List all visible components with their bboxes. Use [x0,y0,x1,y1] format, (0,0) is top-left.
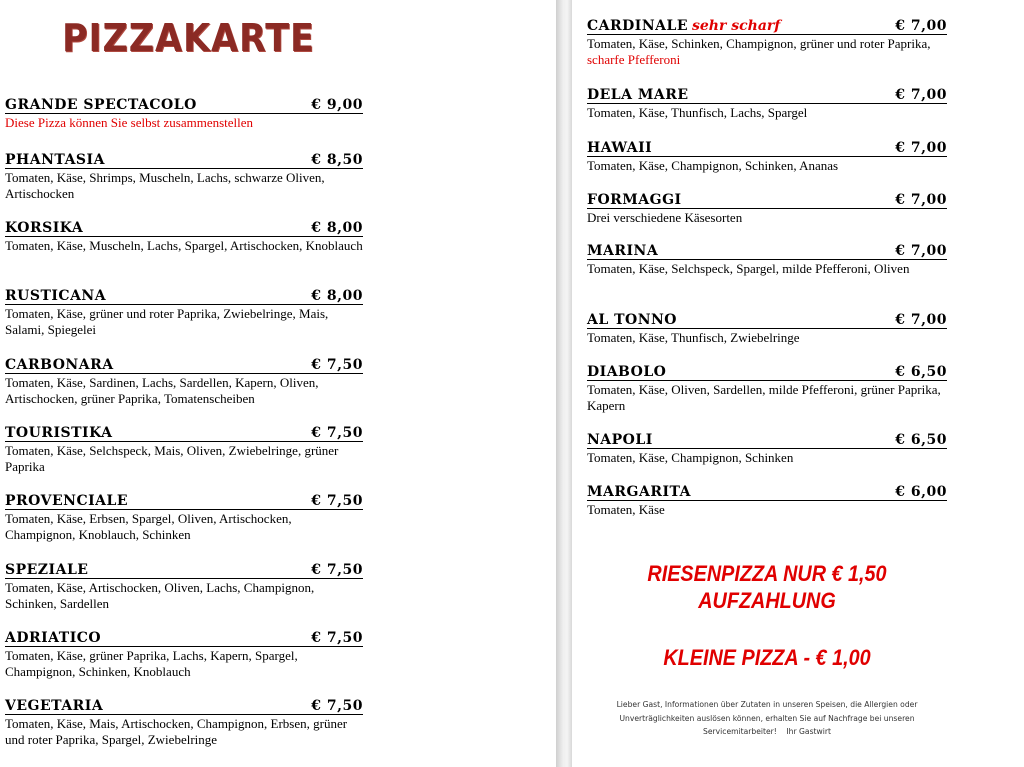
promo-line-1: RIESENPIZZA NUR € 1,50 [647,561,887,586]
menu-item-name: DIABOLO [587,364,667,380]
menu-item [587,18,947,68]
menu-item [5,97,363,131]
menu-item [5,562,363,612]
menu-item-heading [587,192,947,209]
menu-item-name: AL TONNO [587,312,677,328]
menu-item-name: DELA MARE [587,87,689,103]
menu-item-description [587,105,947,121]
menu-item [5,425,363,475]
menu-item [587,484,947,518]
menu-item [5,493,363,543]
menu-item-heading [587,140,947,157]
menu-item-title [5,698,103,714]
menu-item-title [587,243,658,259]
menu-item-heading [5,288,363,305]
menu-item-name: RUSTICANA [5,288,107,304]
menu-item-name: TOURISTIKA [5,425,113,441]
menu-item-ingredients: Tomaten, Käse, grüner und roter Paprika, Zwiebelringe, Mais, Salami, Spiegelei [5,306,329,337]
menu-item-ingredients: Diese Pizza können Sie selbst zusammenstellen [5,115,254,130]
menu-item-ingredients: Tomaten, Käse, Oliven, Sardellen, milde Pfefferoni, grüner Paprika, Kapern [587,382,941,413]
menu-item-price: € 9,00 [311,97,363,113]
menu-item-name: NAPOLI [587,432,653,448]
menu-item-price: € 7,50 [311,425,363,441]
menu-item-description [5,648,363,680]
menu-item-description [5,115,363,131]
menu-item-price: € 6,00 [895,484,947,500]
menu-item-description [5,511,363,543]
menu-item-name: CARBONARA [5,357,114,373]
menu-item [587,312,947,346]
menu-item-ingredients: Drei verschiedene Käsesorten [587,210,743,225]
menu-item [5,698,363,748]
menu-item-description [5,580,363,612]
menu-item-title [587,192,682,208]
menu-item-name: HAWAII [587,140,653,156]
menu-item [5,152,363,202]
menu-item-heading [5,630,363,647]
menu-item-heading [587,312,947,329]
menu-item-heading [587,484,947,501]
menu-item-ingredients: Tomaten, Käse, Champignon, Schinken [587,450,794,465]
menu-item-ingredients: Tomaten, Käse, Champignon, Schinken, Ananas [587,158,839,173]
menu-item-heading [587,243,947,260]
menu-item-description [5,716,363,748]
menu-item-price: € 7,00 [895,87,947,103]
menu-item-title [5,152,105,168]
promo-kleine-pizza [592,644,943,671]
menu-item-ingredients: Tomaten, Käse, Shrimps, Muscheln, Lachs, schwarze Oliven, Artischocken [5,170,325,201]
menu-item-price: € 7,50 [311,698,363,714]
menu-item-ingredients: Tomaten, Käse, Sardinen, Lachs, Sardellen, Kapern, Oliven, Artischocken, grüner Paprika, Tomatenscheiben [5,375,319,406]
menu-item-heading [5,493,363,510]
right-menu-page [572,0,1024,767]
menu-item-name: PROVENCIALE [5,493,129,509]
menu-item-name: ADRIATICO [5,630,102,646]
menu-item-name: CARDINALE [587,18,689,34]
menu-item-title [587,87,689,103]
menu-item-price: € 7,00 [895,312,947,328]
menu-item-title [587,18,780,34]
menu-item-description [587,382,947,414]
menu-item-ingredients: Tomaten, Käse, Selchspeck, Spargel, milde Pfefferoni, Oliven [587,261,910,276]
menu-item [587,364,947,414]
menu-item-title [587,432,653,448]
menu-item-heading [5,97,363,114]
menu-item-ingredients: Tomaten, Käse [587,502,665,517]
menu-item-description [5,238,363,254]
menu-item-title [587,484,691,500]
menu-item [5,630,363,680]
promo-line-2: AUFZAHLUNG [698,588,836,613]
menu-item-price: € 8,00 [311,288,363,304]
menu-item [5,220,363,254]
spicy-ingredient: scharfe Pfefferoni [587,52,681,67]
menu-item-ingredients: Tomaten, Käse, Erbsen, Spargel, Oliven, Artischocken, Champignon, Knoblauch, Schinken [5,511,292,542]
menu-item [587,432,947,466]
menu-item-name: MARGARITA [587,484,692,500]
menu-item-title [5,220,83,236]
menu-item-description [5,306,363,338]
spicy-tag: sehr scharf [692,18,781,34]
menu-item-price: € 6,50 [895,432,947,448]
menu-item-title [587,140,652,156]
page-title: PIZZAKARTE [62,16,315,60]
menu-item-ingredients: Tomaten, Käse, Mais, Artischocken, Champignon, Erbsen, grüner und roter Paprika, Spargel, Zwiebelringe [5,716,348,747]
menu-item-ingredients: Tomaten, Käse, Schinken, Champignon, grüner und roter Paprika, [587,36,931,51]
menu-item-description [5,443,363,475]
menu-item-name: FORMAGGI [587,192,682,208]
note-line-1: Lieber Gast, Informationen über Zutaten in unseren Speisen, die Allergien oder [616,700,918,709]
menu-item-description [587,502,947,518]
menu-item-description [587,330,947,346]
menu-item-price: € 6,50 [895,364,947,380]
menu-item-heading [587,364,947,381]
menu-item-title [5,97,197,113]
menu-item-ingredients: Tomaten, Käse, grüner Paprika, Lachs, Kapern, Spargel, Champignon, Schinken, Knoblauch [5,648,298,679]
menu-item-heading [587,432,947,449]
menu-item-title [5,562,88,578]
menu-item-name: MARINA [587,243,659,259]
menu-item [5,288,363,338]
promo-riesenpizza [592,560,943,614]
menu-item-heading [587,87,947,104]
menu-item-name: VEGETARIA [5,698,104,714]
page-gutter [556,0,572,767]
menu-item-price: € 8,50 [311,152,363,168]
menu-item-heading [5,220,363,237]
menu-item-ingredients: Tomaten, Käse, Selchspeck, Mais, Oliven, Zwiebelringe, grüner Paprika [5,443,339,474]
menu-item-heading [5,425,363,442]
menu-item-name: KORSIKA [5,220,84,236]
menu-item [587,140,947,174]
menu-item-description [587,36,947,68]
menu-item-title [587,312,677,328]
menu-item [587,87,947,121]
menu-item-ingredients: Tomaten, Käse, Artischocken, Oliven, Lachs, Champignon, Schinken, Sardellen [5,580,315,611]
allergy-note [587,698,947,739]
menu-item-price: € 7,00 [895,18,947,34]
menu-item-price: € 7,50 [311,357,363,373]
menu-item [587,243,947,277]
menu-item-price: € 7,00 [895,140,947,156]
menu-item [587,192,947,226]
menu-item-description [587,450,947,466]
menu-item-ingredients: Tomaten, Käse, Muscheln, Lachs, Spargel, Artischocken, Knoblauch [5,238,363,253]
menu-item-title [5,357,114,373]
menu-item-price: € 8,00 [311,220,363,236]
menu-item-heading [5,562,363,579]
menu-item-title [5,425,113,441]
menu-item-title [587,364,666,380]
menu-item-title [5,493,128,509]
menu-item [5,357,363,407]
menu-item-price: € 7,50 [311,562,363,578]
menu-item-name: SPEZIALE [5,562,89,578]
menu-item-price: € 7,50 [311,630,363,646]
menu-item-description [5,375,363,407]
menu-item-description [587,261,947,277]
menu-item-heading [5,152,363,169]
promo-line-3: KLEINE PIZZA - € 1,00 [663,645,871,670]
menu-item-name: PHANTASIA [5,152,105,168]
menu-item-heading [5,698,363,715]
menu-item-description [587,210,947,226]
menu-item-description [5,170,363,202]
menu-item-ingredients: Tomaten, Käse, Thunfisch, Lachs, Spargel [587,105,808,120]
menu-item-price: € 7,50 [311,493,363,509]
menu-item-heading [5,357,363,374]
menu-item-heading [587,18,947,35]
menu-item-title [5,288,106,304]
menu-item-name: GRANDE SPECTACOLO [5,97,197,113]
menu-item-description [587,158,947,174]
menu-item-price: € 7,00 [895,243,947,259]
menu-item-ingredients: Tomaten, Käse, Thunfisch, Zwiebelringe [587,330,800,345]
note-line-2: Unverträglichkeiten auslösen können, erhalten Sie auf Nachfrage bei unseren [619,713,915,723]
menu-item-title [5,630,101,646]
note-line-3: Servicemitarbeiter! Ihr Gastwirt [703,727,831,736]
menu-item-price: € 7,00 [895,192,947,208]
